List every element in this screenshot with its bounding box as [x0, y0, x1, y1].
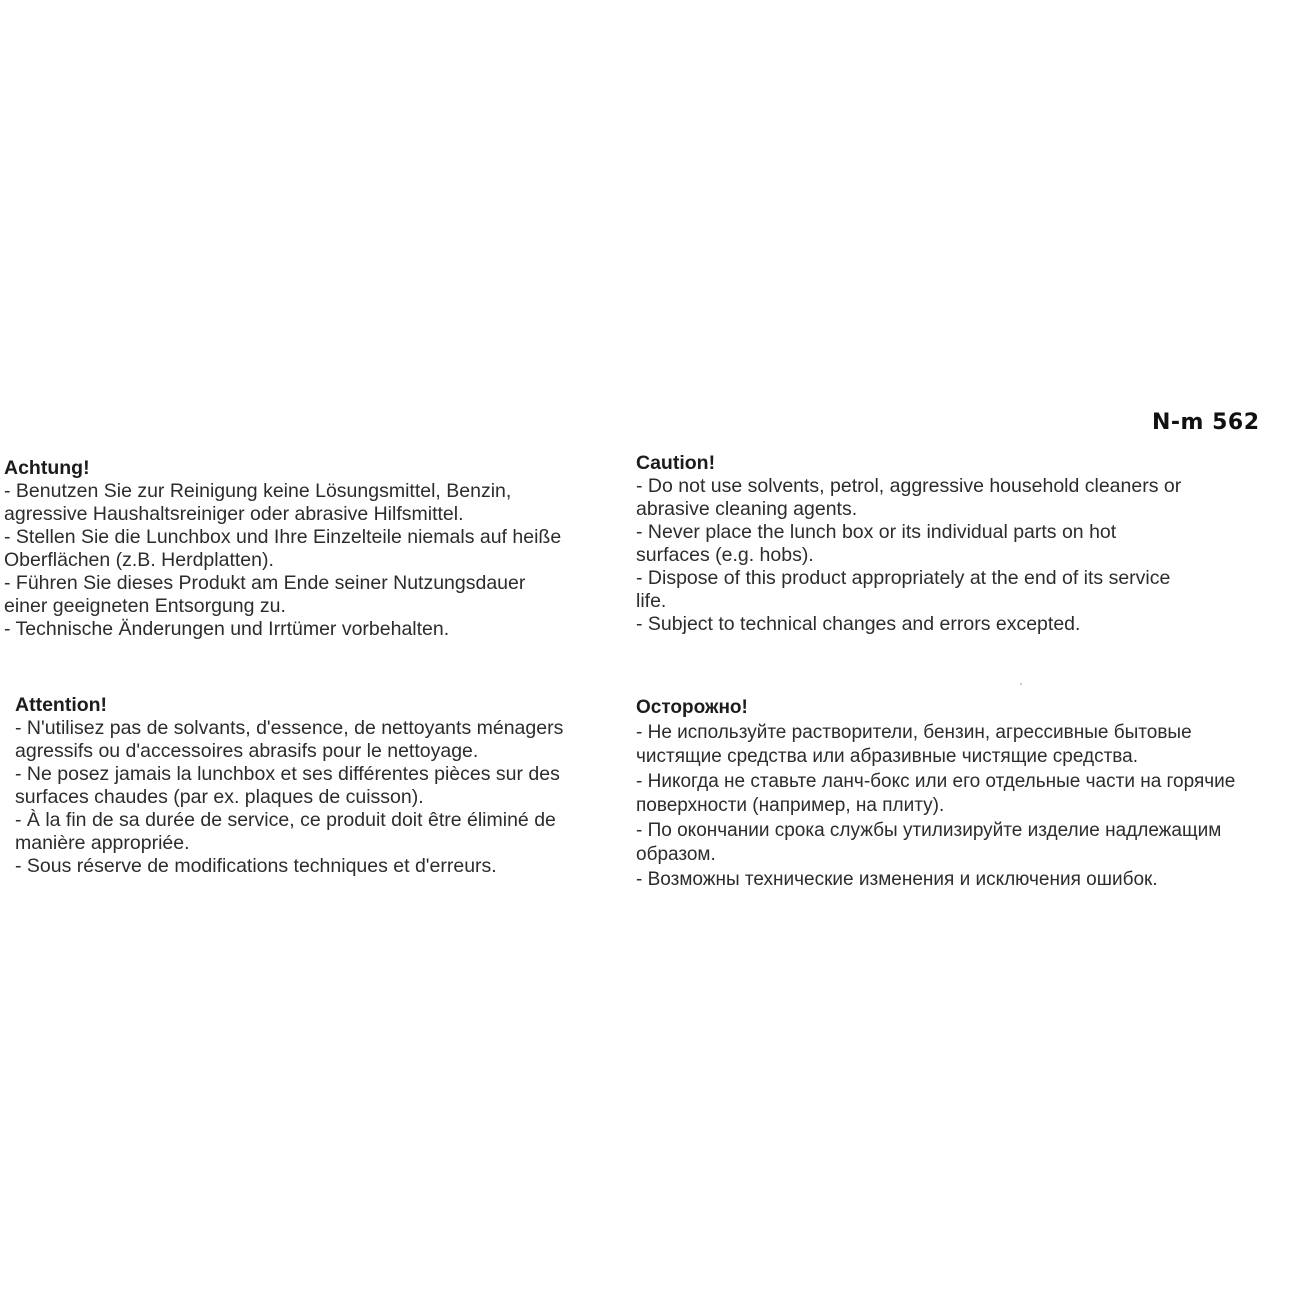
warning-line: чистящие средства или абразивные чистящие средства.: [636, 746, 1139, 767]
warning-heading-english: Caution!: [636, 452, 716, 474]
warning-line: - Никогда не ставьте ланч-бокс или его отдельные части на горячие: [636, 770, 1236, 792]
warning-block-german: [4, 457, 561, 641]
warning-heading-german: Achtung!: [4, 457, 90, 479]
warning-line: - Ne posez jamais la lunchbox et ses différentes pièces sur des: [15, 763, 560, 785]
warning-line: - Benutzen Sie zur Reinigung keine Lösungsmittel, Benzin,: [4, 480, 512, 502]
warning-line: - По окончании срока службы утилизируйте изделие надлежащим: [636, 819, 1222, 841]
warning-line: abrasive cleaning agents.: [636, 498, 858, 520]
warning-line: - Dispose of this product appropriately at the end of its service: [636, 567, 1171, 589]
warning-line: - Technische Änderungen und Irrtümer vorbehalten.: [4, 618, 450, 640]
stray-dot: [1020, 683, 1022, 685]
warning-block-english: [636, 452, 1181, 636]
warning-line: - Never place the lunch box or its individual parts on hot: [636, 521, 1117, 543]
warning-line: - N'utilisez pas de solvants, d'essence, de nettoyants ménagers: [15, 717, 564, 739]
warning-line: - Sous réserve de modifications techniques et d'erreurs.: [15, 855, 497, 877]
warning-line: surfaces chaudes (par ex. plaques de cuisson).: [15, 786, 424, 808]
warning-line: - Не используйте растворители, бензин, агрессивные бытовые: [636, 721, 1192, 743]
warning-line: agressifs ou d'accessoires abrasifs pour le nettoyage.: [15, 740, 479, 762]
warning-line: - Do not use solvents, petrol, aggressive household cleaners or: [636, 475, 1182, 497]
warning-line: Oberflächen (z.B. Herdplatten).: [4, 549, 274, 571]
product-code: N-m 562: [1152, 410, 1260, 435]
warning-line: поверхности (например, на плиту).: [636, 795, 945, 816]
warning-line: - Возможны технические изменения и исключения ошибок.: [636, 868, 1158, 890]
warning-line: agressive Haushaltsreiniger oder abrasive Hilfsmittel.: [4, 503, 464, 525]
warning-line: einer geeigneten Entsorgung zu.: [4, 595, 286, 617]
warning-block-french: [15, 694, 563, 878]
warning-line: - À la fin de sa durée de service, ce produit doit être éliminé de: [15, 809, 556, 831]
warning-heading-russian: Осторожно!: [636, 697, 748, 718]
warning-line: - Stellen Sie die Lunchbox und Ihre Einzelteile niemals auf heiße: [4, 526, 562, 548]
warning-heading-french: Attention!: [15, 694, 108, 716]
warning-line: - Führen Sie dieses Produkt am Ende seiner Nutzungsdauer: [4, 572, 526, 594]
warning-block-russian: [636, 696, 1235, 892]
warning-line: образом.: [636, 844, 716, 865]
warning-line: surfaces (e.g. hobs).: [636, 544, 814, 566]
warning-line: manière appropriée.: [15, 832, 190, 854]
warning-line: - Subject to technical changes and errors excepted.: [636, 613, 1081, 635]
warning-line: life.: [636, 590, 667, 612]
